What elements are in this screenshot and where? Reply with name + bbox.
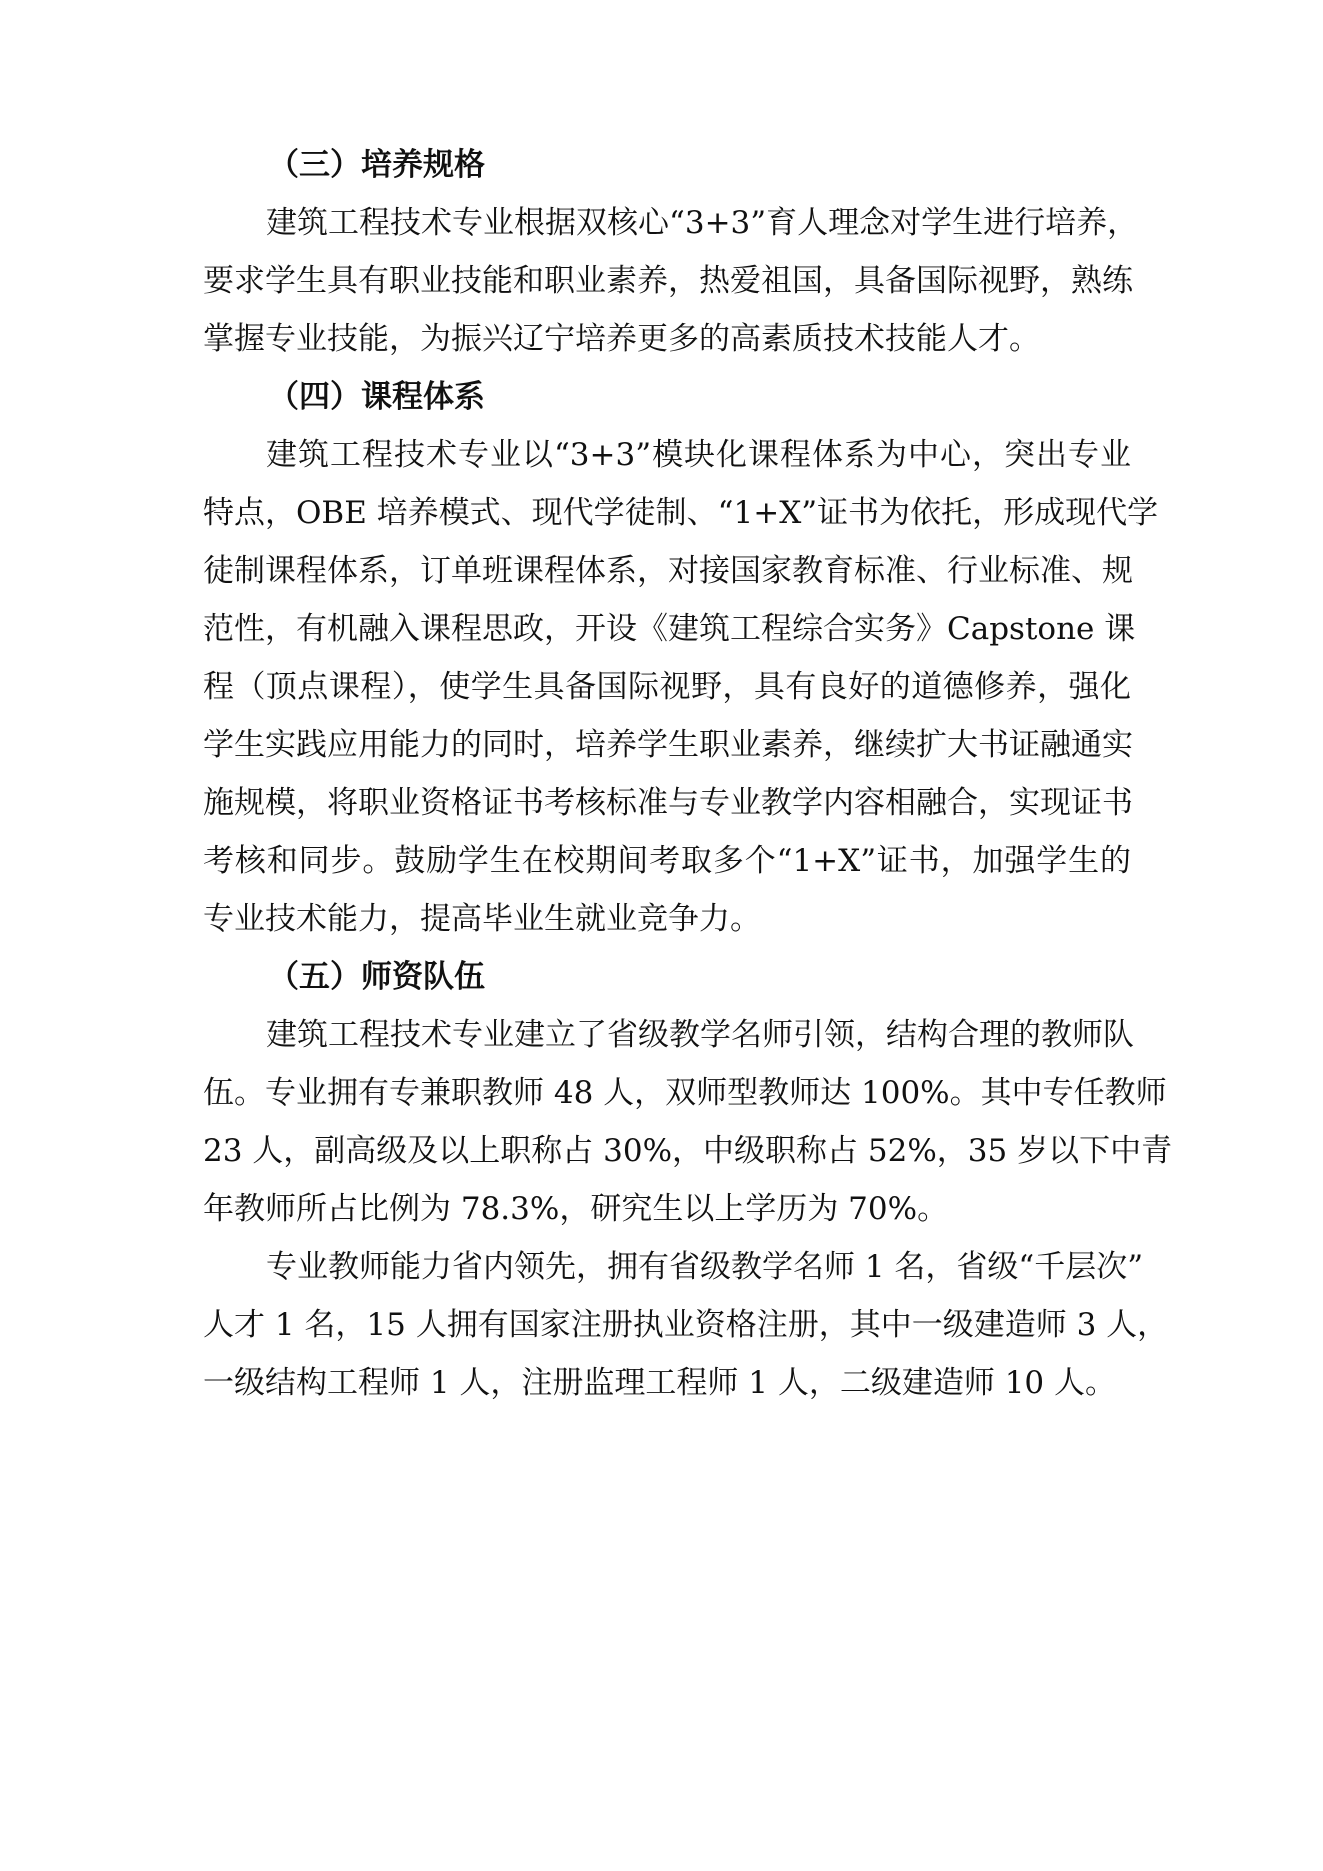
paragraph-line: 范性，有机融入课程思政，开设《建筑工程综合实务》Capstone 课 (203, 611, 1136, 647)
paragraph-line: 考核和同步。鼓励学生在校期间考取多个“1+X”证书，加强学生的 (203, 843, 1131, 879)
paragraph-line: 建筑工程技术专业根据双核心“3+3”育人理念对学生进行培养， (266, 205, 1139, 241)
paragraph-line: 徒制课程体系，订单班课程体系，对接国家教育标准、行业标准、规 (203, 553, 1133, 589)
paragraph-line: 程（顶点课程），使学生具备国际视野，具有良好的道德修养，强化 (203, 669, 1131, 705)
paragraph-line: 伍。专业拥有专兼职教师 48 人，双师型教师达 100%。其中专任教师 (203, 1075, 1167, 1111)
paragraph-line: 人才 1 名，15 人拥有国家注册执业资格注册，其中一级建造师 3 人， (203, 1307, 1169, 1343)
paragraph-line: 学生实践应用能力的同时，培养学生职业素养，继续扩大书证融通实 (203, 727, 1133, 763)
paragraph-line: 建筑工程技术专业以“3+3”模块化课程体系为中心，突出专业 (266, 437, 1131, 473)
paragraph-line: 23 人，副高级及以上职称占 30%，中级职称占 52%，35 岁以下中青 (203, 1133, 1173, 1169)
paragraph-line: 要求学生具有职业技能和职业素养，热爱祖国，具备国际视野，熟练 (203, 263, 1133, 299)
paragraph-line: 专业技术能力，提高毕业生就业竞争力。 (203, 901, 761, 937)
section-heading-faculty: （五）师资队伍 (268, 959, 485, 995)
paragraph-line: 年教师所占比例为 78.3%，研究生以上学历为 70%。 (203, 1191, 949, 1227)
paragraph-line: 施规模，将职业资格证书考核标准与专业教学内容相融合，实现证书 (203, 785, 1133, 821)
paragraph-line: 特点，OBE 培养模式、现代学徒制、“1+X”证书为依托，形成现代学 (203, 495, 1159, 531)
section-heading-curriculum: （四）课程体系 (268, 379, 485, 415)
paragraph-line: 一级结构工程师 1 人，注册监理工程师 1 人，二级建造师 10 人。 (203, 1365, 1117, 1401)
paragraph-line: 建筑工程技术专业建立了省级教学名师引领，结构合理的教师队 (266, 1017, 1134, 1053)
paragraph-line: 专业教师能力省内领先，拥有省级教学名师 1 名，省级“千层次” (266, 1249, 1144, 1285)
paragraph-line: 掌握专业技能，为振兴辽宁培养更多的高素质技术技能人才。 (203, 321, 1040, 357)
section-heading-training-specs: （三）培养规格 (268, 147, 485, 183)
